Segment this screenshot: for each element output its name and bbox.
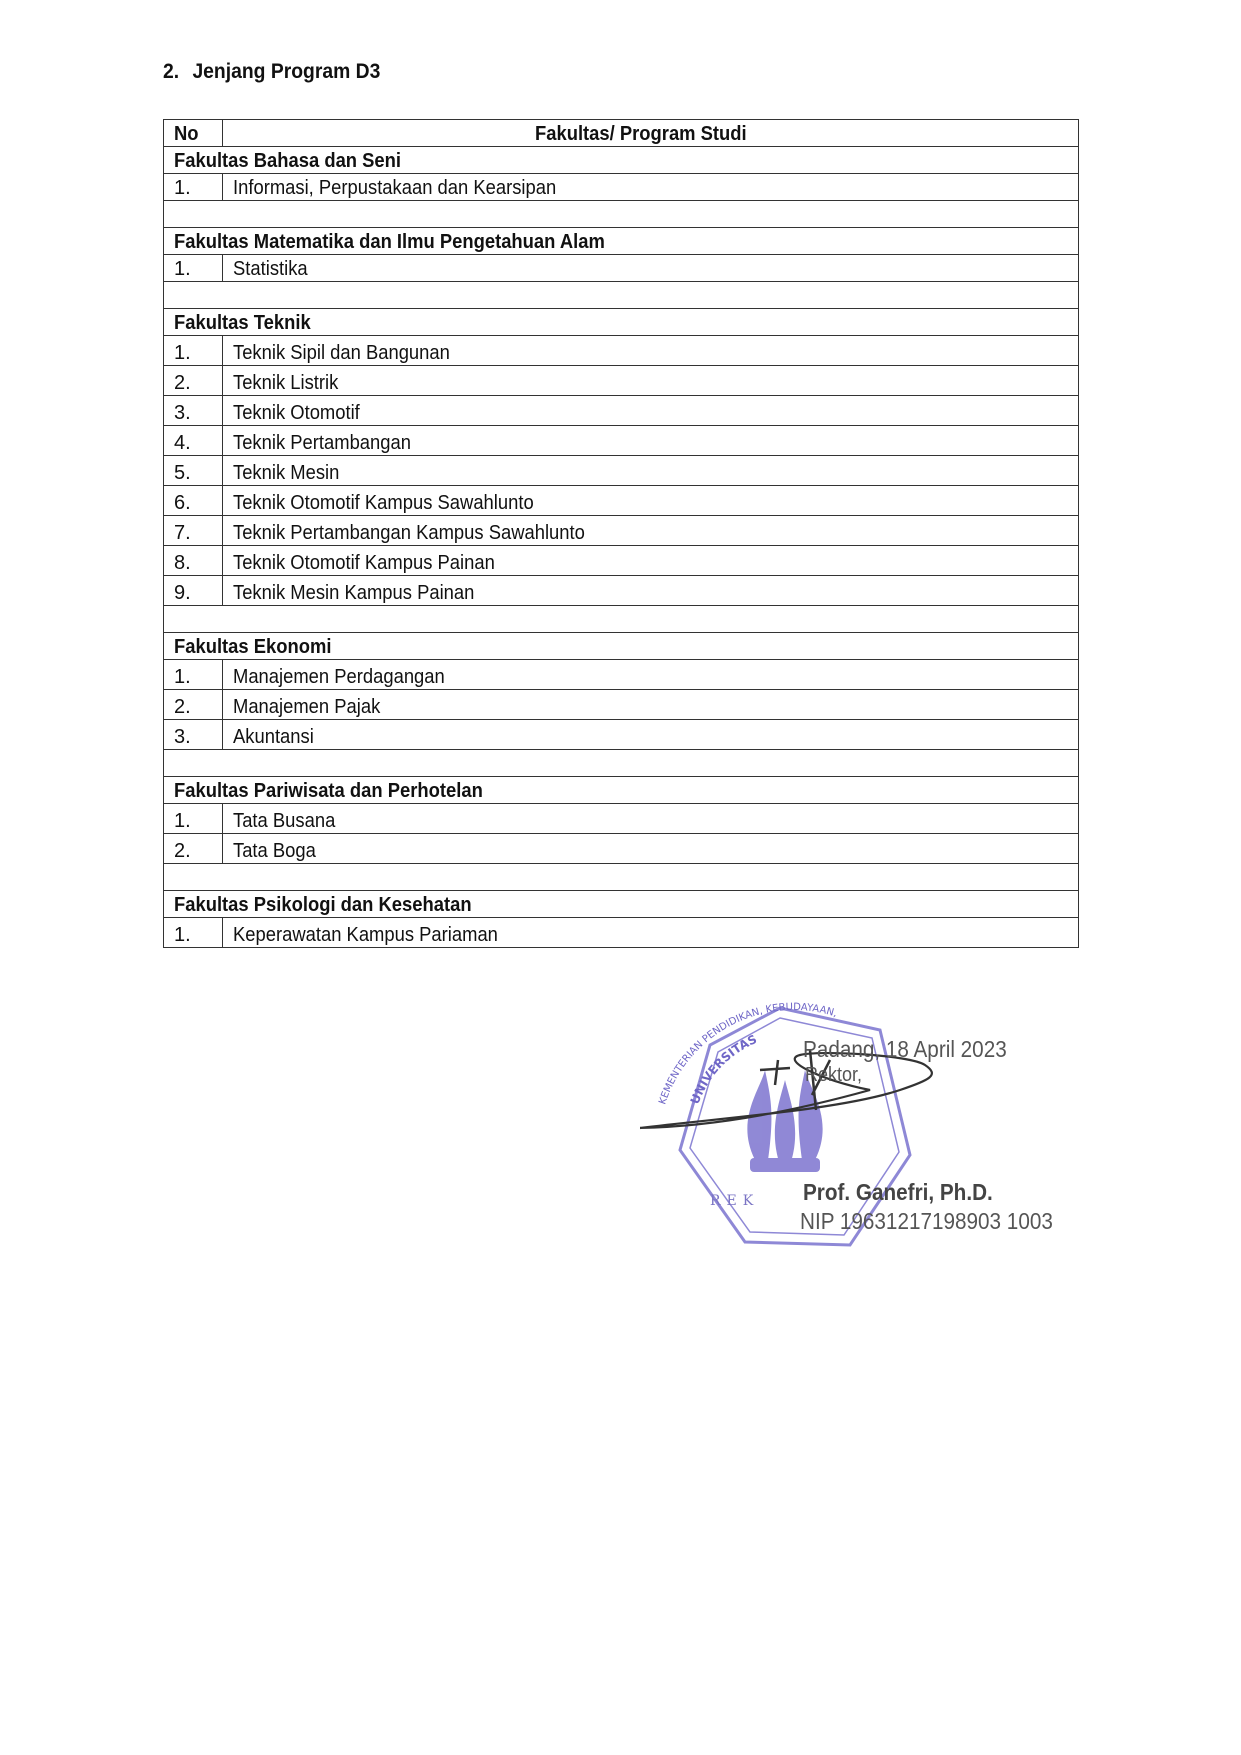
- program-name: Akuntansi: [223, 720, 1079, 750]
- program-row: [164, 516, 1079, 546]
- spacer-cell: [164, 750, 1079, 777]
- program-number: 1.: [164, 918, 223, 948]
- stamp-ring-text: KEMENTERIAN PENDIDIKAN, KEBUDAYAAN,: [657, 1001, 839, 1106]
- spacer-cell: [164, 606, 1079, 633]
- program-number: 7.: [164, 516, 223, 546]
- spacer-row: [164, 606, 1079, 633]
- column-header-program: Fakultas/ Program Studi: [223, 120, 1079, 147]
- program-name: Tata Busana: [223, 804, 1079, 834]
- spacer-cell: [164, 201, 1079, 228]
- stamp-inner-text: UNIVERSITAS: [687, 1032, 759, 1107]
- program-name: Teknik Sipil dan Bangunan: [223, 336, 1079, 366]
- signature-block: [640, 1000, 1080, 1270]
- spacer-cell: [164, 282, 1079, 309]
- program-row: [164, 336, 1079, 366]
- program-table: [163, 119, 1079, 948]
- table-header-row: [164, 120, 1079, 147]
- faculty-header-row: [164, 309, 1079, 336]
- program-number: 2.: [164, 366, 223, 396]
- faculty-name: Fakultas Matematika dan Ilmu Pengetahuan Alam: [164, 228, 1079, 255]
- faculty-name: Fakultas Bahasa dan Seni: [164, 147, 1079, 174]
- program-name: Keperawatan Kampus Pariaman: [223, 918, 1079, 948]
- spacer-row: [164, 282, 1079, 309]
- program-table-body: [164, 147, 1079, 948]
- program-number: 4.: [164, 426, 223, 456]
- program-number: 3.: [164, 396, 223, 426]
- program-name: Teknik Listrik: [223, 366, 1079, 396]
- program-name: Teknik Otomotif Kampus Painan: [223, 546, 1079, 576]
- program-row: [164, 396, 1079, 426]
- program-name: Manajemen Perdagangan: [223, 660, 1079, 690]
- faculty-header-row: [164, 147, 1079, 174]
- program-name: Teknik Mesin Kampus Painan: [223, 576, 1079, 606]
- program-name: Informasi, Perpustakaan dan Kearsipan: [223, 174, 1079, 201]
- program-row: [164, 690, 1079, 720]
- signature-place-date: Padang, 18 April 2023: [803, 1036, 1007, 1062]
- program-row: [164, 426, 1079, 456]
- program-row: [164, 366, 1079, 396]
- program-name: Teknik Otomotif: [223, 396, 1079, 426]
- faculty-header-row: [164, 228, 1079, 255]
- program-number: 3.: [164, 720, 223, 750]
- signature-role: Rektor,: [805, 1064, 863, 1086]
- faculty-name: Fakultas Ekonomi: [164, 633, 1079, 660]
- program-name: Tata Boga: [223, 834, 1079, 864]
- program-name: Manajemen Pajak: [223, 690, 1079, 720]
- faculty-header-row: [164, 633, 1079, 660]
- program-row: [164, 834, 1079, 864]
- program-name: Teknik Mesin: [223, 456, 1079, 486]
- program-number: 1.: [164, 255, 223, 282]
- program-row: [164, 174, 1079, 201]
- section-heading: [163, 60, 380, 84]
- program-number: 1.: [164, 174, 223, 201]
- program-number: 9.: [164, 576, 223, 606]
- program-row: [164, 255, 1079, 282]
- program-name: Teknik Pertambangan: [223, 426, 1079, 456]
- program-number: 5.: [164, 456, 223, 486]
- faculty-header-row: [164, 777, 1079, 804]
- signatory-nip: NIP 19631217198903 1003: [800, 1208, 1053, 1234]
- program-number: 8.: [164, 546, 223, 576]
- program-row: [164, 918, 1079, 948]
- program-row: [164, 660, 1079, 690]
- faculty-header-row: [164, 891, 1079, 918]
- program-row: [164, 720, 1079, 750]
- faculty-name: Fakultas Psikologi dan Kesehatan: [164, 891, 1079, 918]
- spacer-row: [164, 201, 1079, 228]
- program-number: 2.: [164, 834, 223, 864]
- program-name: Statistika: [223, 255, 1079, 282]
- stamp-bottom-text: REK: [710, 1193, 760, 1209]
- column-header-no: No: [164, 120, 223, 147]
- program-row: [164, 804, 1079, 834]
- program-row: [164, 456, 1079, 486]
- faculty-name: Fakultas Teknik: [164, 309, 1079, 336]
- program-number: 2.: [164, 690, 223, 720]
- program-number: 6.: [164, 486, 223, 516]
- program-name: Teknik Otomotif Kampus Sawahlunto: [223, 486, 1079, 516]
- program-name: Teknik Pertambangan Kampus Sawahlunto: [223, 516, 1079, 546]
- program-number: 1.: [164, 336, 223, 366]
- section-number: 2.: [163, 60, 180, 83]
- program-number: 1.: [164, 804, 223, 834]
- program-number: 1.: [164, 660, 223, 690]
- signatory-name: Prof. Ganefri, Ph.D.: [803, 1179, 993, 1205]
- faculty-name: Fakultas Pariwisata dan Perhotelan: [164, 777, 1079, 804]
- program-row: [164, 546, 1079, 576]
- program-row: [164, 576, 1079, 606]
- program-row: [164, 486, 1079, 516]
- spacer-row: [164, 750, 1079, 777]
- spacer-cell: [164, 864, 1079, 891]
- spacer-row: [164, 864, 1079, 891]
- section-title: Jenjang Program D3: [192, 60, 381, 83]
